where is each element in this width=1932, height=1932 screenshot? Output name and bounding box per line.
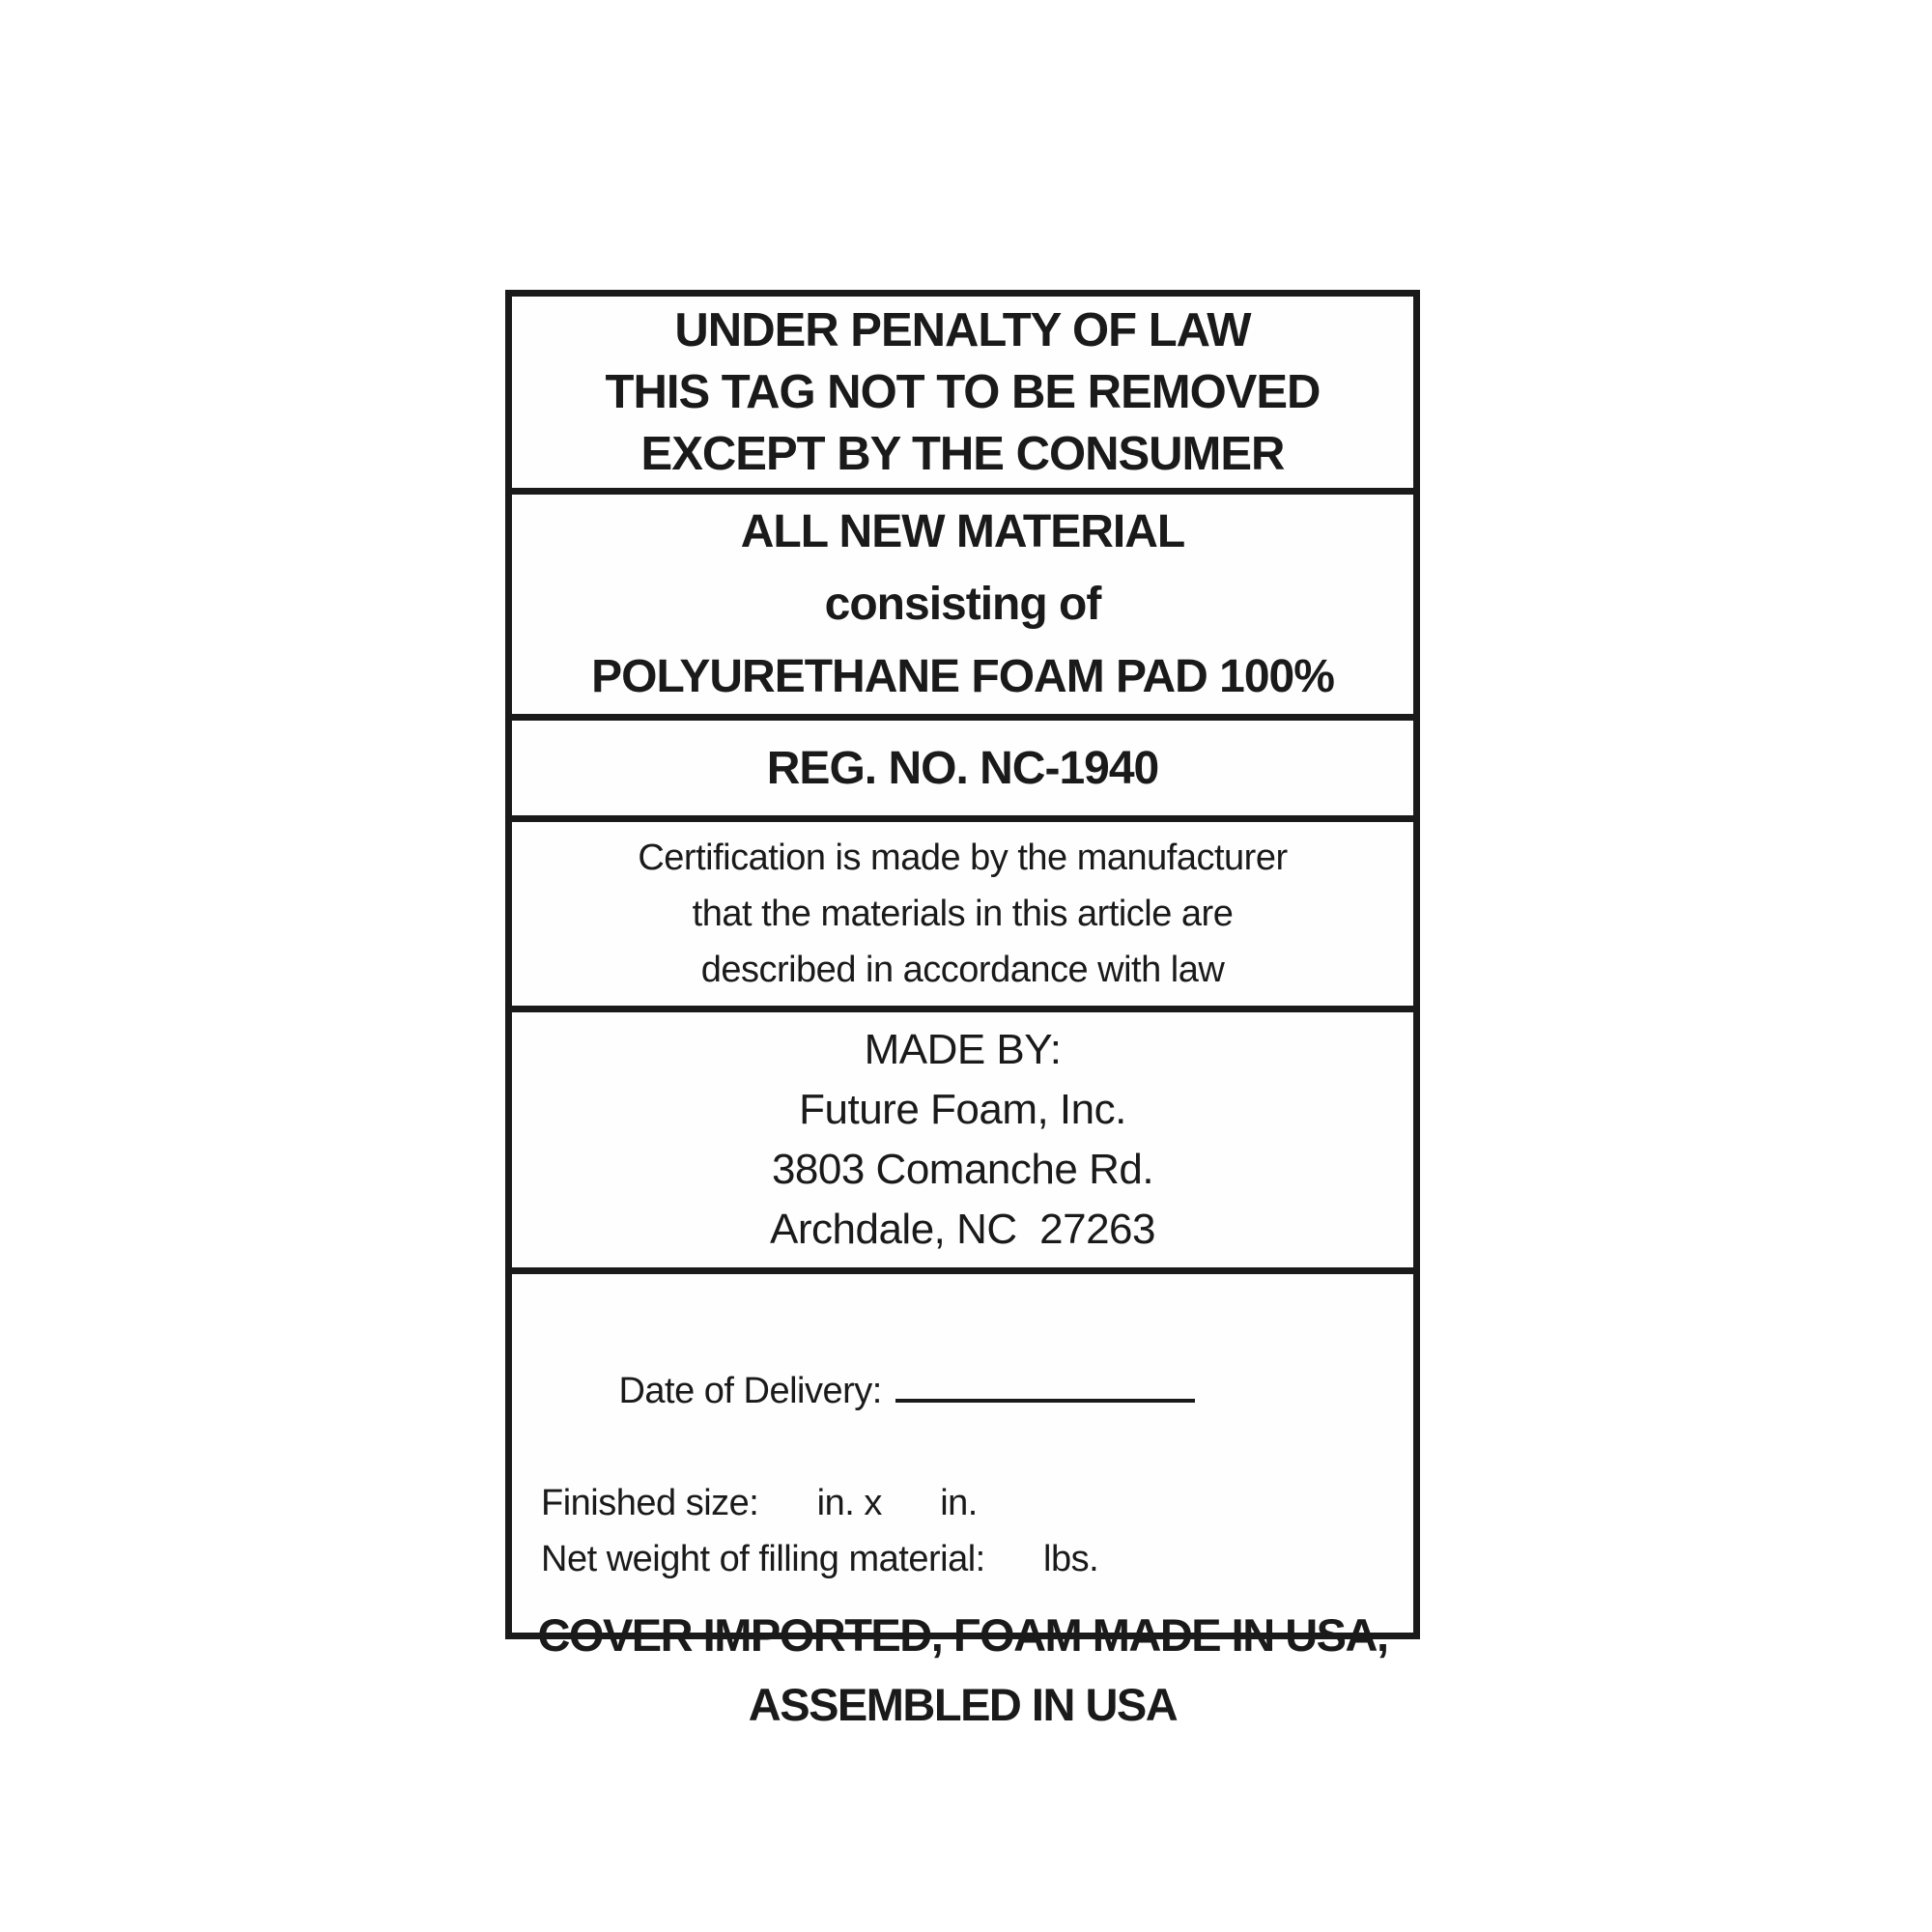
penalty-line-1: UNDER PENALTY OF LAW (674, 304, 1251, 356)
finished-size-line: Finished size: in. x in. (541, 1483, 978, 1523)
section-certification (512, 815, 1413, 1006)
penalty-line-3: EXCEPT BY THE CONSUMER (640, 428, 1285, 480)
material-line-2: consisting of (824, 579, 1101, 630)
registration-number: REG. NO. NC-1940 (766, 742, 1159, 794)
manufacturer-name: Future Foam, Inc. (799, 1086, 1126, 1133)
certification-line-2: that the materials in this article are (692, 894, 1234, 934)
material-line-1: ALL NEW MATERIAL (740, 506, 1185, 557)
material-line-3: POLYURETHANE FOAM PAD 100% (591, 651, 1334, 702)
made-by-heading: MADE BY: (864, 1026, 1062, 1073)
penalty-line-2: THIS TAG NOT TO BE REMOVED (605, 366, 1321, 418)
section-material-contents (512, 488, 1413, 714)
date-of-delivery-blank (895, 1370, 1195, 1403)
law-tag-label (505, 290, 1420, 1730)
certification-line-3: described in accordance with law (700, 950, 1225, 990)
net-weight-line: Net weight of filling material: lbs. (541, 1539, 1099, 1579)
origin-line-1: COVER IMPORTED, FOAM MADE IN USA, (537, 1609, 1388, 1661)
section-delivery-details (512, 1267, 1413, 1730)
section-penalty-notice (512, 297, 1413, 488)
certification-line-1: Certification is made by the manufacturer (638, 838, 1288, 878)
section-registration-number (512, 714, 1413, 815)
section-manufacturer (512, 1006, 1413, 1267)
manufacturer-city-state-zip: Archdale, NC 27263 (770, 1206, 1155, 1253)
date-of-delivery-line (512, 1307, 1413, 1475)
date-of-delivery-label: Date of Delivery: (618, 1371, 882, 1411)
manufacturer-street: 3803 Comanche Rd. (771, 1146, 1154, 1193)
origin-line-2: ASSEMBLED IN USA (748, 1679, 1178, 1730)
origin-statement (512, 1601, 1413, 1740)
